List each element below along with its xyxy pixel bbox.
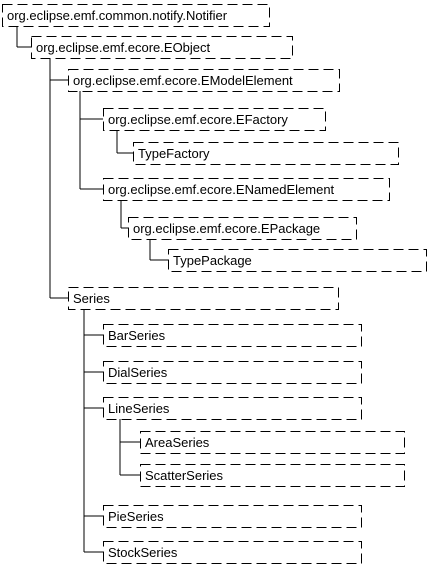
tree-node-areaseries — [141, 432, 405, 454]
tree-node-dialseries — [104, 362, 362, 384]
node-label: org.eclipse.emf.ecore.EModelElement — [73, 73, 293, 88]
node-label: TypePackage — [173, 253, 252, 268]
tree-node-epackage — [129, 218, 357, 240]
tree-node-eobject — [32, 37, 293, 59]
tree-node-series — [69, 288, 339, 310]
tree-nodes — [3, 5, 427, 564]
node-label: org.eclipse.emf.ecore.ENamedElement — [108, 182, 335, 197]
node-label: DialSeries — [108, 365, 168, 380]
tree-node-scatterseries — [141, 465, 405, 487]
node-label: LineSeries — [108, 401, 170, 416]
node-label: BarSeries — [108, 328, 166, 343]
tree-node-enamedelement — [104, 179, 390, 201]
tree-node-notifier — [3, 5, 270, 27]
tree-node-efactory — [104, 109, 326, 131]
node-label: TypeFactory — [138, 146, 210, 161]
tree-node-lineseries — [104, 398, 362, 420]
node-label: ScatterSeries — [145, 468, 224, 483]
node-label: StockSeries — [108, 545, 178, 560]
node-label: org.eclipse.emf.ecore.EFactory — [108, 112, 288, 127]
tree-node-stockseries — [104, 542, 362, 564]
node-label: org.eclipse.emf.ecore.EObject — [36, 40, 211, 55]
node-label: PieSeries — [108, 509, 164, 524]
tree-node-pieseries — [104, 506, 362, 528]
tree-node-emodelelement — [69, 70, 340, 92]
node-label: org.eclipse.emf.common.notify.Notifier — [7, 8, 228, 23]
node-label: Series — [73, 291, 110, 306]
tree-node-barseries — [104, 325, 362, 347]
node-label: AreaSeries — [145, 435, 210, 450]
tree-node-typepackage — [169, 250, 427, 272]
tree-node-typefactory — [134, 143, 399, 165]
node-label: org.eclipse.emf.ecore.EPackage — [133, 221, 321, 236]
